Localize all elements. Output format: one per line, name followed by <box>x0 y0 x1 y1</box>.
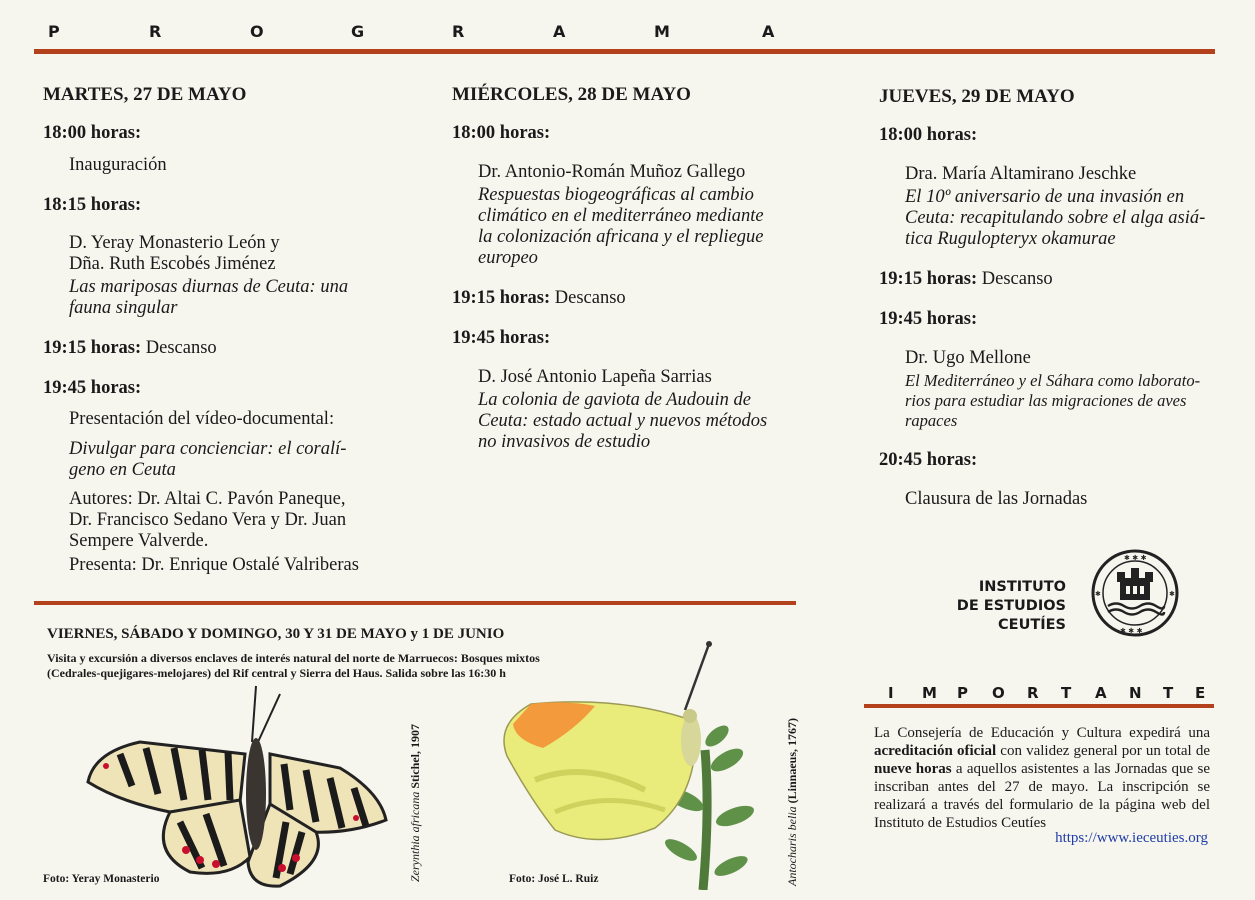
heading-letter: T <box>1061 684 1072 702</box>
svg-text:✱ ✱ ✱: ✱ ✱ ✱ <box>1120 627 1143 635</box>
speaker-name: D. Yeray Monasterio León y <box>69 233 280 253</box>
talk-title: El Mediterráneo y el Sáhara como laborato- <box>905 371 1201 390</box>
institute-website-link[interactable]: https://www.ieceuties.org <box>1055 830 1208 846</box>
photo-credit: Foto: Yeray Monasterio <box>43 873 160 885</box>
excursion-line: Visita y excursión a diversos enclaves de interés natural del norte de Marruecos: Bosques mixtos <box>47 651 540 665</box>
authors: Autores: Dr. Altai C. Pavón Paneque, <box>69 489 346 509</box>
institute-name <box>890 578 1066 635</box>
time-label: 18:00 horas: <box>43 123 142 143</box>
speaker-name: D. José Antonio Lapeña Sarrias <box>478 367 712 387</box>
break-label: Descanso <box>554 288 626 308</box>
speaker-name: Dra. María Altamirano Jeschke <box>905 164 1137 184</box>
time-label: 18:00 horas: <box>879 125 978 145</box>
time-label: 18:15 horas: <box>43 195 142 215</box>
time-label: 19:45 horas: <box>43 378 142 398</box>
event-text: Presentación del vídeo-documental: <box>69 409 335 429</box>
species-caption <box>785 718 800 886</box>
important-rule <box>864 704 1214 708</box>
wednesday-column <box>452 84 822 453</box>
top-rule <box>34 49 1215 54</box>
svg-text:✱: ✱ <box>1095 590 1101 598</box>
talk-title: no invasivos de estudio <box>478 432 651 452</box>
talk-title: Las mariposas diurnas de Ceuta: una <box>69 277 349 297</box>
time-label: 20:45 horas: <box>879 450 978 470</box>
photo-credit: Foto: José L. Ruiz <box>509 873 599 885</box>
talk-title: La colonia de gaviota de Audouin de <box>478 390 752 410</box>
species-caption <box>408 724 423 882</box>
heading-letter: O <box>250 22 264 41</box>
break-label: Descanso <box>145 338 217 358</box>
event-text: Clausura de las Jornadas <box>905 489 1088 509</box>
emphasis: nueve horas <box>874 761 952 777</box>
speaker-name: Dr. Antonio-Román Muñoz Gallego <box>478 162 746 182</box>
species-name: Zerynthia africana <box>408 791 422 882</box>
heading-letter: M <box>654 22 670 41</box>
institute-line: INSTITUTO <box>978 579 1066 595</box>
talk-title: rapaces <box>905 411 958 430</box>
event-text: Inauguración <box>69 155 167 175</box>
heading-letter: G <box>351 22 365 41</box>
heading-letter: T <box>1163 684 1174 702</box>
talk-title: europeo <box>478 248 538 268</box>
text-run: a aquellos asistentes a las Jornadas que se inscriban antes del 27 de mayo. La inscripción se realizará a través del formulario de la página web del Instituto de Estudios Ceutíes <box>874 761 1210 831</box>
talk-title: rios para estudiar las migraciones de aves <box>905 391 1187 410</box>
institute-line: DE ESTUDIOS CEUTÍES <box>956 598 1066 633</box>
talk-title: Respuestas biogeográficas al cambio <box>478 185 754 205</box>
important-heading <box>888 684 1208 704</box>
time-label: 19:45 horas: <box>879 309 978 329</box>
heading-letter: I <box>888 684 894 702</box>
authors: Sempere Valverde. <box>69 531 209 551</box>
programa-heading <box>0 22 1255 48</box>
talk-title: Ceuta: estado actual y nuevos métodos <box>478 411 768 431</box>
emphasis: acreditación oficial <box>874 743 997 759</box>
time-label: 19:45 horas: <box>452 328 551 348</box>
heading-letter: A <box>553 22 566 41</box>
documentary-title: Divulgar para concienciar: el coralí- <box>69 439 347 459</box>
talk-title: la colonización africana y el repliegue <box>478 227 764 247</box>
zerynthia-butterfly-image <box>80 682 390 892</box>
day-heading: MIÉRCOLES, 28 DE MAYO <box>452 84 691 105</box>
speaker-name: Dña. Ruth Escobés Jiménez <box>69 254 276 274</box>
heading-letter: M <box>922 684 937 702</box>
heading-letter: N <box>1129 684 1142 702</box>
antocharis-butterfly-image <box>495 640 760 890</box>
talk-title: tica Rugulopteryx okamurae <box>905 229 1116 249</box>
thursday-column <box>879 86 1239 510</box>
excursion-line: (Cedrales-quejigares-melojares) del Rif central y Sierra del Haus. Salida sobre las 16:30 h <box>47 666 506 680</box>
heading-letter: R <box>149 22 162 41</box>
important-text <box>874 724 1210 832</box>
heading-letter: P <box>48 22 60 41</box>
day-heading: JUEVES, 29 DE MAYO <box>879 86 1075 107</box>
talk-title: climático en el mediterráneo mediante <box>478 206 764 226</box>
text-run: con validez general por un total de <box>996 743 1211 759</box>
heading-letter: R <box>452 22 465 41</box>
heading-letter: R <box>1027 684 1039 702</box>
time-label <box>879 269 1239 290</box>
break-label: Descanso <box>981 269 1053 289</box>
text-run: La Consejería de Educación y Cultura expedirá una <box>874 725 1210 741</box>
talk-title: fauna singular <box>69 298 178 318</box>
species-author: (Linnaeus, 1767) <box>785 717 799 804</box>
time-text: 19:15 horas: <box>452 288 551 308</box>
time-text: 19:15 horas: <box>879 269 978 289</box>
day-heading: MARTES, 27 DE MAYO <box>43 84 247 105</box>
talk-title: Ceuta: recapitulando sobre el alga asiá- <box>905 208 1206 228</box>
svg-text:✱: ✱ <box>1169 590 1175 598</box>
species-name: Antocharis belia <box>785 806 799 886</box>
excursion-title: VIERNES, SÁBADO Y DOMINGO, 30 Y 31 DE MAYO y 1 DE JUNIO <box>47 626 505 642</box>
institute-seal-icon <box>1090 548 1180 638</box>
time-label <box>43 338 403 359</box>
heading-letter: A <box>762 22 775 41</box>
presenter: Presenta: Dr. Enrique Ostalé Valriberas <box>69 555 359 575</box>
time-label <box>452 288 822 309</box>
authors: Dr. Francisco Sedano Vera y Dr. Juan <box>69 510 347 530</box>
tuesday-column <box>43 84 403 576</box>
excursion-description <box>47 651 567 681</box>
time-text: 19:15 horas: <box>43 338 142 358</box>
documentary-title: geno en Ceuta <box>69 460 176 480</box>
heading-letter: A <box>1095 684 1107 702</box>
heading-letter: E <box>1195 684 1206 702</box>
svg-text:✱ ✱ ✱: ✱ ✱ ✱ <box>1124 554 1147 562</box>
heading-letter: P <box>957 684 968 702</box>
section-rule <box>34 601 796 605</box>
speaker-name: Dr. Ugo Mellone <box>905 348 1031 368</box>
time-label: 18:00 horas: <box>452 123 551 143</box>
talk-title: El 10º aniversario de una invasión en <box>905 187 1185 207</box>
heading-letter: O <box>992 684 1005 702</box>
species-author: Stichel, 1907 <box>408 724 422 789</box>
